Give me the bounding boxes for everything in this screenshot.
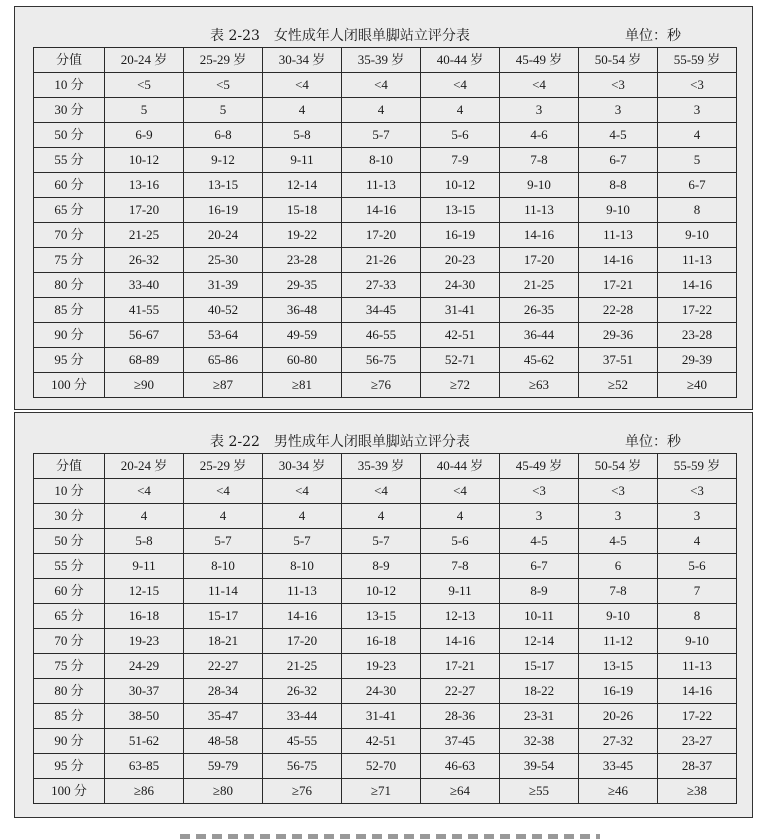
value-cell: 17-20 [263,629,342,654]
header-cell: 55-59 岁 [658,48,737,73]
value-cell: 49-59 [263,323,342,348]
value-cell: 39-54 [500,754,579,779]
value-cell: 22-27 [421,679,500,704]
value-cell: ≥38 [658,779,737,804]
value-cell: 16-18 [105,604,184,629]
header-cell: 50-54 岁 [579,454,658,479]
table-caption [15,431,752,451]
value-cell: 37-51 [579,348,658,373]
table-row [34,679,737,704]
score-cell: 60 分 [34,579,105,604]
table-title: 表 2-23 女性成年人闭眼单脚站立评分表 [210,28,470,44]
value-cell: 4 [184,504,263,529]
score-cell: 10 分 [34,479,105,504]
table-row [34,479,737,504]
value-cell: <3 [579,479,658,504]
value-cell: 6 [579,554,658,579]
value-cell: 16-19 [579,679,658,704]
value-cell: 9-10 [579,198,658,223]
value-cell: 26-32 [105,248,184,273]
female-score-table [33,47,737,398]
value-cell: 27-32 [579,729,658,754]
value-cell: 17-22 [658,298,737,323]
value-cell: 18-21 [184,629,263,654]
header-cell: 35-39 岁 [342,454,421,479]
value-cell: 9-10 [579,604,658,629]
value-cell: 24-30 [342,679,421,704]
header-cell: 30-34 岁 [263,454,342,479]
value-cell: ≥80 [184,779,263,804]
value-cell: 38-50 [105,704,184,729]
value-cell: 6-7 [658,173,737,198]
value-cell: 14-16 [342,198,421,223]
value-cell: 21-26 [342,248,421,273]
value-cell: 11-12 [579,629,658,654]
value-cell: 4-5 [500,529,579,554]
value-cell: 29-35 [263,273,342,298]
score-cell: 65 分 [34,604,105,629]
value-cell: 7-9 [421,148,500,173]
male-score-table [33,453,737,804]
header-cell: 25-29 岁 [184,48,263,73]
female-score-panel [14,6,753,410]
value-cell: 7 [658,579,737,604]
value-cell: 20-24 [184,223,263,248]
value-cell: 8 [658,198,737,223]
table-row [34,73,737,98]
value-cell: <4 [421,479,500,504]
value-cell: 45-62 [500,348,579,373]
value-cell: ≥86 [105,779,184,804]
value-cell: 4 [658,529,737,554]
value-cell: <3 [658,73,737,98]
value-cell: 63-85 [105,754,184,779]
table-unit: 单位：秒 [625,28,681,44]
value-cell: 3 [500,504,579,529]
value-cell: 10-12 [421,173,500,198]
value-cell: 23-28 [658,323,737,348]
value-cell: 9-10 [658,223,737,248]
value-cell: 5-7 [342,529,421,554]
value-cell: 13-15 [184,173,263,198]
value-cell: 29-39 [658,348,737,373]
score-cell: 30 分 [34,504,105,529]
value-cell: 41-55 [105,298,184,323]
value-cell: <5 [105,73,184,98]
score-cell: 85 分 [34,704,105,729]
score-cell: 30 分 [34,98,105,123]
value-cell: 30-37 [105,679,184,704]
score-cell: 50 分 [34,529,105,554]
value-cell: 17-20 [500,248,579,273]
value-cell: 3 [658,504,737,529]
table-row [34,273,737,298]
value-cell: 23-27 [658,729,737,754]
table-row [34,754,737,779]
score-cell: 65 分 [34,198,105,223]
value-cell: ≥76 [342,373,421,398]
value-cell: 7-8 [421,554,500,579]
value-cell: 8-10 [184,554,263,579]
value-cell: 4 [342,98,421,123]
value-cell: 42-51 [421,323,500,348]
value-cell: ≥87 [184,373,263,398]
score-cell: 80 分 [34,679,105,704]
value-cell: 15-17 [184,604,263,629]
value-cell: 5-6 [658,554,737,579]
value-cell: 10-11 [500,604,579,629]
score-cell: 50 分 [34,123,105,148]
header-row [34,48,737,73]
value-cell: 4-6 [500,123,579,148]
table-row [34,198,737,223]
value-cell: 11-13 [263,579,342,604]
value-cell: <3 [658,479,737,504]
value-cell: 5-6 [421,529,500,554]
value-cell: ≥76 [263,779,342,804]
value-cell: 11-13 [658,248,737,273]
header-cell: 40-44 岁 [421,454,500,479]
table-unit: 单位：秒 [625,434,681,450]
header-cell: 35-39 岁 [342,48,421,73]
value-cell: 56-75 [342,348,421,373]
value-cell: 14-16 [500,223,579,248]
value-cell: 9-11 [421,579,500,604]
value-cell: 5 [658,148,737,173]
value-cell: 59-79 [184,754,263,779]
value-cell: 48-58 [184,729,263,754]
value-cell: 8-10 [263,554,342,579]
table-caption [15,25,752,45]
value-cell: 8 [658,604,737,629]
value-cell: <4 [105,479,184,504]
value-cell: 11-13 [658,654,737,679]
table-row [34,323,737,348]
value-cell: 16-19 [421,223,500,248]
value-cell: 6-7 [579,148,658,173]
value-cell: ≥52 [579,373,658,398]
value-cell: 5-6 [421,123,500,148]
table-row [34,248,737,273]
value-cell: 31-41 [342,704,421,729]
value-cell: 13-15 [342,604,421,629]
value-cell: 22-28 [579,298,658,323]
value-cell: ≥90 [105,373,184,398]
value-cell: 9-11 [105,554,184,579]
value-cell: ≥71 [342,779,421,804]
value-cell: <4 [421,73,500,98]
value-cell: ≥46 [579,779,658,804]
value-cell: 56-75 [263,754,342,779]
value-cell: 17-21 [421,654,500,679]
value-cell: 60-80 [263,348,342,373]
value-cell: 13-15 [579,654,658,679]
value-cell: 33-40 [105,273,184,298]
value-cell: 9-11 [263,148,342,173]
table-row [34,348,737,373]
value-cell: 10-12 [105,148,184,173]
value-cell: <5 [184,73,263,98]
value-cell: 52-70 [342,754,421,779]
header-cell: 20-24 岁 [105,48,184,73]
value-cell: 4 [421,98,500,123]
value-cell: <4 [342,479,421,504]
value-cell: <3 [579,73,658,98]
table-row [34,298,737,323]
value-cell: 3 [500,98,579,123]
value-cell: 24-30 [421,273,500,298]
value-cell: 68-89 [105,348,184,373]
value-cell: 15-18 [263,198,342,223]
value-cell: 14-16 [421,629,500,654]
value-cell: 31-39 [184,273,263,298]
table-row [34,729,737,754]
value-cell: 56-67 [105,323,184,348]
male-score-panel [14,412,753,818]
value-cell: 4 [342,504,421,529]
value-cell: 26-32 [263,679,342,704]
value-cell: 46-55 [342,323,421,348]
value-cell: 21-25 [105,223,184,248]
value-cell: 20-23 [421,248,500,273]
table-row [34,579,737,604]
value-cell: 19-22 [263,223,342,248]
score-cell: 100 分 [34,779,105,804]
score-cell: 55 分 [34,554,105,579]
value-cell: 23-28 [263,248,342,273]
value-cell: 19-23 [342,654,421,679]
value-cell: 12-15 [105,579,184,604]
value-cell: 4 [263,504,342,529]
header-cell: 55-59 岁 [658,454,737,479]
value-cell: ≥64 [421,779,500,804]
cropped-footer-text [180,826,600,839]
value-cell: <3 [500,479,579,504]
score-cell: 75 分 [34,248,105,273]
value-cell: 3 [658,98,737,123]
value-cell: 5-8 [263,123,342,148]
value-cell: 6-8 [184,123,263,148]
value-cell: 15-17 [500,654,579,679]
value-cell: ≥81 [263,373,342,398]
value-cell: 7-8 [579,579,658,604]
table-row [34,554,737,579]
value-cell: 17-22 [658,704,737,729]
value-cell: 4 [658,123,737,148]
table-row [34,173,737,198]
value-cell: 4-5 [579,123,658,148]
table-row [34,98,737,123]
value-cell: 21-25 [263,654,342,679]
value-cell: 14-16 [263,604,342,629]
value-cell: 53-64 [184,323,263,348]
score-cell: 60 分 [34,173,105,198]
value-cell: <4 [263,479,342,504]
value-cell: 45-55 [263,729,342,754]
value-cell: 52-71 [421,348,500,373]
value-cell: 28-34 [184,679,263,704]
value-cell: <4 [500,73,579,98]
value-cell: 4 [263,98,342,123]
value-cell: 11-13 [500,198,579,223]
header-cell: 20-24 岁 [105,454,184,479]
score-cell: 10 分 [34,73,105,98]
value-cell: 17-21 [579,273,658,298]
value-cell: 5-7 [184,529,263,554]
value-cell: 14-16 [658,273,737,298]
value-cell: 16-18 [342,629,421,654]
value-cell: 4 [105,504,184,529]
value-cell: 3 [579,98,658,123]
value-cell: 13-16 [105,173,184,198]
value-cell: 5 [184,98,263,123]
table-row [34,779,737,804]
value-cell: 22-27 [184,654,263,679]
value-cell: 28-37 [658,754,737,779]
table-row [34,654,737,679]
value-cell: 4 [421,504,500,529]
header-cell: 45-49 岁 [500,48,579,73]
value-cell: 3 [579,504,658,529]
value-cell: 42-51 [342,729,421,754]
value-cell: 5 [105,98,184,123]
header-cell: 分值 [34,48,105,73]
score-cell: 95 分 [34,348,105,373]
value-cell: 14-16 [579,248,658,273]
value-cell: 36-44 [500,323,579,348]
table-row [34,629,737,654]
table-row [34,223,737,248]
score-cell: 95 分 [34,754,105,779]
table-row [34,604,737,629]
value-cell: 9-12 [184,148,263,173]
value-cell: 12-14 [500,629,579,654]
value-cell: 46-63 [421,754,500,779]
value-cell: 13-15 [421,198,500,223]
value-cell: ≥40 [658,373,737,398]
value-cell: 11-13 [579,223,658,248]
score-cell: 90 分 [34,323,105,348]
header-cell: 45-49 岁 [500,454,579,479]
value-cell: 8-10 [342,148,421,173]
value-cell: 18-22 [500,679,579,704]
value-cell: 6-9 [105,123,184,148]
value-cell: 9-10 [500,173,579,198]
value-cell: 36-48 [263,298,342,323]
score-cell: 55 分 [34,148,105,173]
value-cell: 5-7 [263,529,342,554]
header-row [34,454,737,479]
table-row [34,373,737,398]
value-cell: 8-9 [500,579,579,604]
value-cell: 23-31 [500,704,579,729]
value-cell: 10-12 [342,579,421,604]
header-cell: 25-29 岁 [184,454,263,479]
value-cell: 29-36 [579,323,658,348]
value-cell: 12-14 [263,173,342,198]
value-cell: 9-10 [658,629,737,654]
table-row [34,504,737,529]
value-cell: 5-7 [342,123,421,148]
value-cell: 17-20 [105,198,184,223]
value-cell: 5-8 [105,529,184,554]
header-cell: 40-44 岁 [421,48,500,73]
value-cell: 11-13 [342,173,421,198]
value-cell: 27-33 [342,273,421,298]
table-title: 表 2-22 男性成年人闭眼单脚站立评分表 [210,434,470,450]
value-cell: ≥63 [500,373,579,398]
score-cell: 80 分 [34,273,105,298]
header-cell: 分值 [34,454,105,479]
value-cell: 33-45 [579,754,658,779]
value-cell: 20-26 [579,704,658,729]
value-cell: 34-45 [342,298,421,323]
value-cell: 17-20 [342,223,421,248]
value-cell: 12-13 [421,604,500,629]
value-cell: 11-14 [184,579,263,604]
value-cell: 26-35 [500,298,579,323]
value-cell: 37-45 [421,729,500,754]
score-cell: 85 分 [34,298,105,323]
value-cell: 7-8 [500,148,579,173]
score-cell: 90 分 [34,729,105,754]
value-cell: 40-52 [184,298,263,323]
value-cell: 8-8 [579,173,658,198]
value-cell: 24-29 [105,654,184,679]
score-cell: 75 分 [34,654,105,679]
value-cell: 21-25 [500,273,579,298]
value-cell: <4 [263,73,342,98]
value-cell: 16-19 [184,198,263,223]
value-cell: 65-86 [184,348,263,373]
value-cell: 19-23 [105,629,184,654]
table-row [34,123,737,148]
value-cell: 33-44 [263,704,342,729]
value-cell: 28-36 [421,704,500,729]
value-cell: 35-47 [184,704,263,729]
header-cell: 30-34 岁 [263,48,342,73]
value-cell: 6-7 [500,554,579,579]
score-cell: 70 分 [34,629,105,654]
value-cell: 51-62 [105,729,184,754]
header-cell: 50-54 岁 [579,48,658,73]
table-row [34,148,737,173]
value-cell: ≥55 [500,779,579,804]
score-cell: 100 分 [34,373,105,398]
table-row [34,529,737,554]
value-cell: <4 [342,73,421,98]
value-cell: 14-16 [658,679,737,704]
value-cell: 32-38 [500,729,579,754]
value-cell: 8-9 [342,554,421,579]
value-cell: ≥72 [421,373,500,398]
score-cell: 70 分 [34,223,105,248]
value-cell: 31-41 [421,298,500,323]
value-cell: 25-30 [184,248,263,273]
value-cell: 4-5 [579,529,658,554]
table-row [34,704,737,729]
value-cell: <4 [184,479,263,504]
